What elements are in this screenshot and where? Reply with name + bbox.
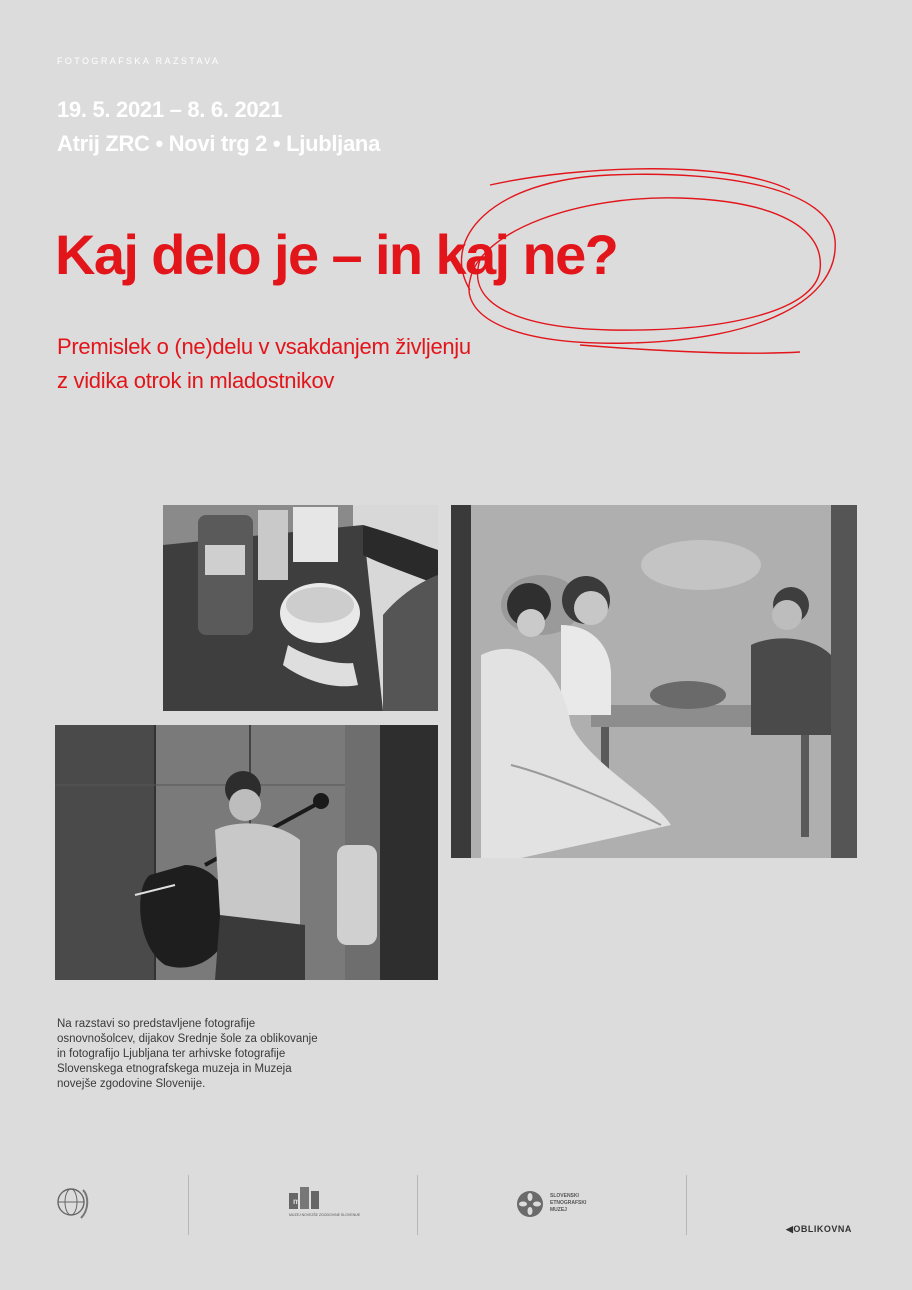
- museum-logo-icon: [289, 1187, 361, 1217]
- description-line: osnovnošolcev, dijakov Srednje šole za oblikovanje: [57, 1033, 318, 1045]
- subtitle-line-2: z vidika otrok in mladostnikov: [57, 368, 335, 393]
- flower-logo-icon: [516, 1190, 544, 1218]
- photo-mixing-dough: [163, 505, 438, 711]
- eyebrow-label: FOTOGRAFSKA RAZSTAVA: [57, 56, 221, 66]
- svg-text:m: m: [293, 1197, 301, 1206]
- museum-logo-label: MUZEJ NOVEJŠE ZGODOVINE SLOVENIJE: [289, 1213, 361, 1217]
- etnografski-muzej-logo: [516, 1190, 587, 1223]
- logo-divider: [686, 1175, 687, 1235]
- logo-divider: [188, 1175, 189, 1235]
- subtitle-line-1: Premislek o (ne)delu v vsakdanjem življenju: [57, 334, 471, 359]
- arrow-icon: ◀: [786, 1224, 794, 1234]
- etnografski-muzej-label: SLOVENSKI ETNOGRAFSKI MUZEJ: [550, 1193, 587, 1213]
- oblikovna-logo: [786, 1224, 852, 1235]
- photo-children-at-table: [451, 505, 857, 858]
- oblikovna-label: OBLIKOVNA: [793, 1224, 852, 1234]
- globe-logo-icon: [55, 1184, 91, 1229]
- poster-title: Kaj delo je – in kaj ne?: [55, 223, 618, 286]
- description-line: novejše zgodovine Slovenije.: [57, 1078, 206, 1090]
- photo-cellist: [55, 725, 438, 980]
- exhibition-dates: 19. 5. 2021 – 8. 6. 2021: [57, 97, 283, 122]
- description-line: Na razstavi so predstavljene fotografije: [57, 1018, 256, 1030]
- description-line: in fotografijo Ljubljana ter arhivske fotografije: [57, 1048, 286, 1060]
- exhibition-venue: Atrij ZRC • Novi trg 2 • Ljubljana: [57, 131, 381, 156]
- description-line: Slovenskega etnografskega muzeja in Muzeja: [57, 1063, 292, 1075]
- exhibition-description: [57, 1017, 387, 1092]
- logo-divider: [417, 1175, 418, 1235]
